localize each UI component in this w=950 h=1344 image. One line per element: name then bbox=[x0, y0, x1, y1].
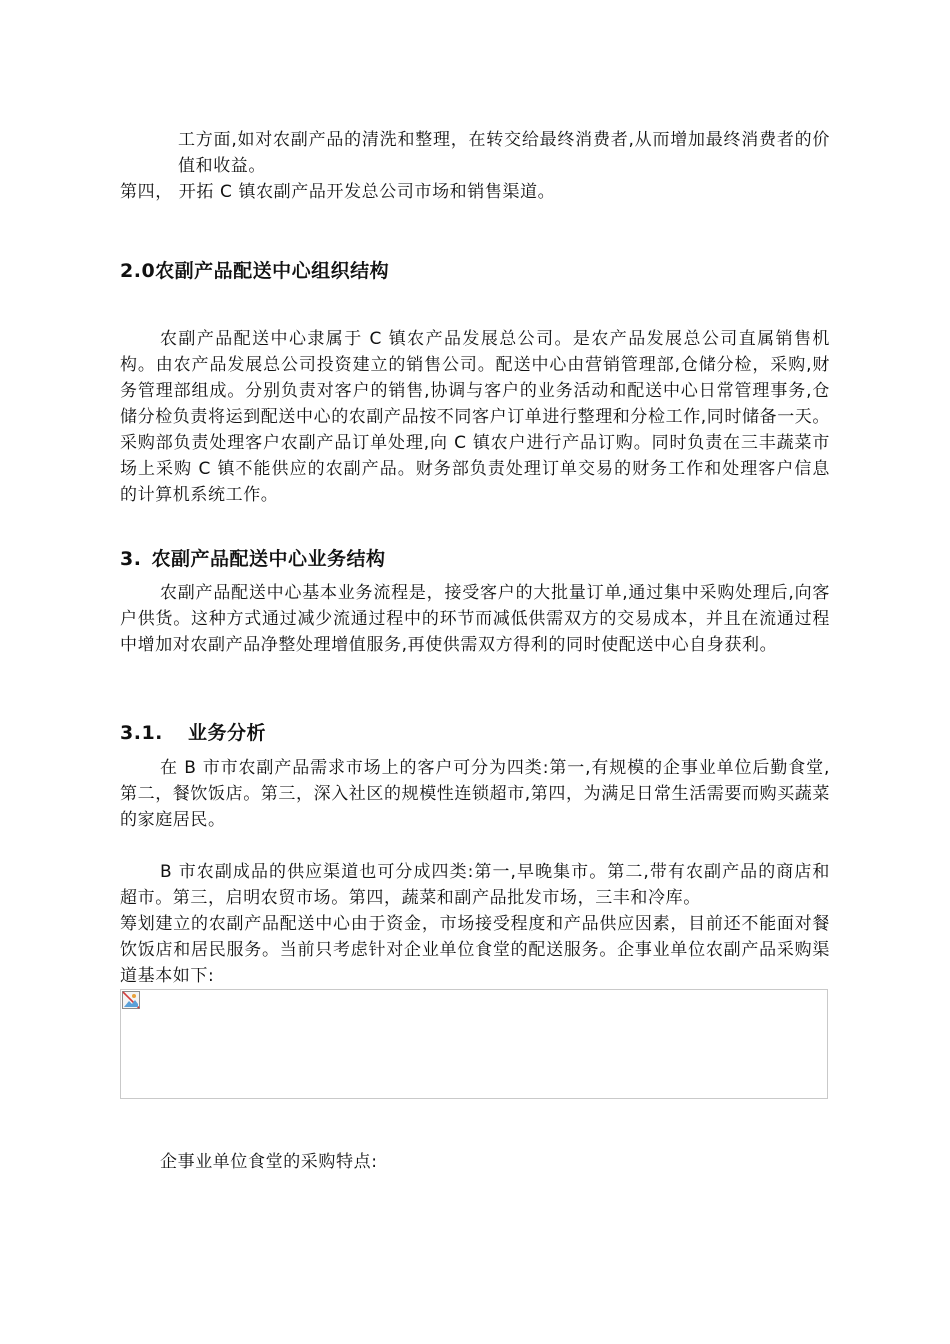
paragraph-processing-continuation: 工方面,如对农副产品的清洗和整理，在转交给最终消费者,从而增加最终消费者的价值和收益。 bbox=[178, 130, 830, 176]
section-2-body: 农副产品配送中心隶属于 C 镇农产品发展总公司。是农产品发展总公司直属销售机构。由农产品发展总公司投资建立的销售公司。配送中心由营销管理部,仓储分检，采购,财务管理部组成。分别负责对客户的销售,协调与客户的业务活动和配送中心日常管理事务,仓储分检负责将运到配送中心的农副产品按不同客户订单进行整理和分检工作,同时储备一天。采购部负责处理客户农副产品订单处理,向 C 镇农户进行产品订购。同时负责在三丰蔬菜市场上采购 C 镇不能供应的农副产品。财务部负责处理订单交易的财务工作和处理客户信息的计算机系统工作。 bbox=[120, 329, 831, 505]
section-2-heading bbox=[120, 257, 389, 285]
section-2-title: 农副产品配送中心组织结构 bbox=[155, 260, 390, 282]
section-2-number: 2.0 bbox=[120, 260, 156, 282]
section-3-1-title: 业务分析 bbox=[188, 722, 267, 744]
section-3-1-supply-paragraph: B 市农副成品的供应渠道也可分成四类:第一,早晚集市。第二,带有农副产品的商店和超市。第三，启明农贸市场。第四，蔬菜和副产品批发市场，三丰和冷库。 bbox=[120, 862, 830, 908]
section-3-1-number: 3.1. bbox=[120, 722, 163, 744]
section-3-1-planning-paragraph: 筹划建立的农副产品配送中心由于资金，市场接受程度和产品供应因素，目前还不能面对餐饮饭店和居民服务。当前只考虑针对企业单位食堂的配送服务。企事业单位农副产品采购渠道基本如下: bbox=[120, 914, 830, 986]
section-3-1-customers-paragraph: 在 B 市市农副产品需求市场上的客户可分为四类:第一,有规模的企事业单位后勤食堂,第二，餐饮饭店。第三，深入社区的规模性连锁超市,第四，为满足日常生活需要而购买蔬菜的家庭居民。 bbox=[120, 758, 831, 830]
section-3-1-canteen-paragraph: 企事业单位食堂的采购特点: bbox=[160, 1152, 378, 1172]
section-3-heading bbox=[120, 545, 385, 573]
purchase-channel-image-placeholder bbox=[120, 989, 828, 1099]
section-3-1-heading bbox=[120, 719, 266, 747]
section-3-title: 农副产品配送中心业务结构 bbox=[151, 548, 386, 570]
section-3-number: 3. bbox=[120, 548, 142, 570]
section-3-body: 农副产品配送中心基本业务流程是，接受客户的大批量订单,通过集中采购处理后,向客户供货。这种方式通过减少流通过程中的环节而减低供需双方的交易成本，并且在流通过程中增加对农副产品净整处理增值服务,再使供需双方得利的同时使配送中心自身获利。 bbox=[120, 583, 830, 655]
broken-image-icon bbox=[122, 991, 140, 1009]
paragraph-fourth-point: 第四， 开拓 C 镇农副产品开发总公司市场和销售渠道。 bbox=[120, 182, 556, 202]
